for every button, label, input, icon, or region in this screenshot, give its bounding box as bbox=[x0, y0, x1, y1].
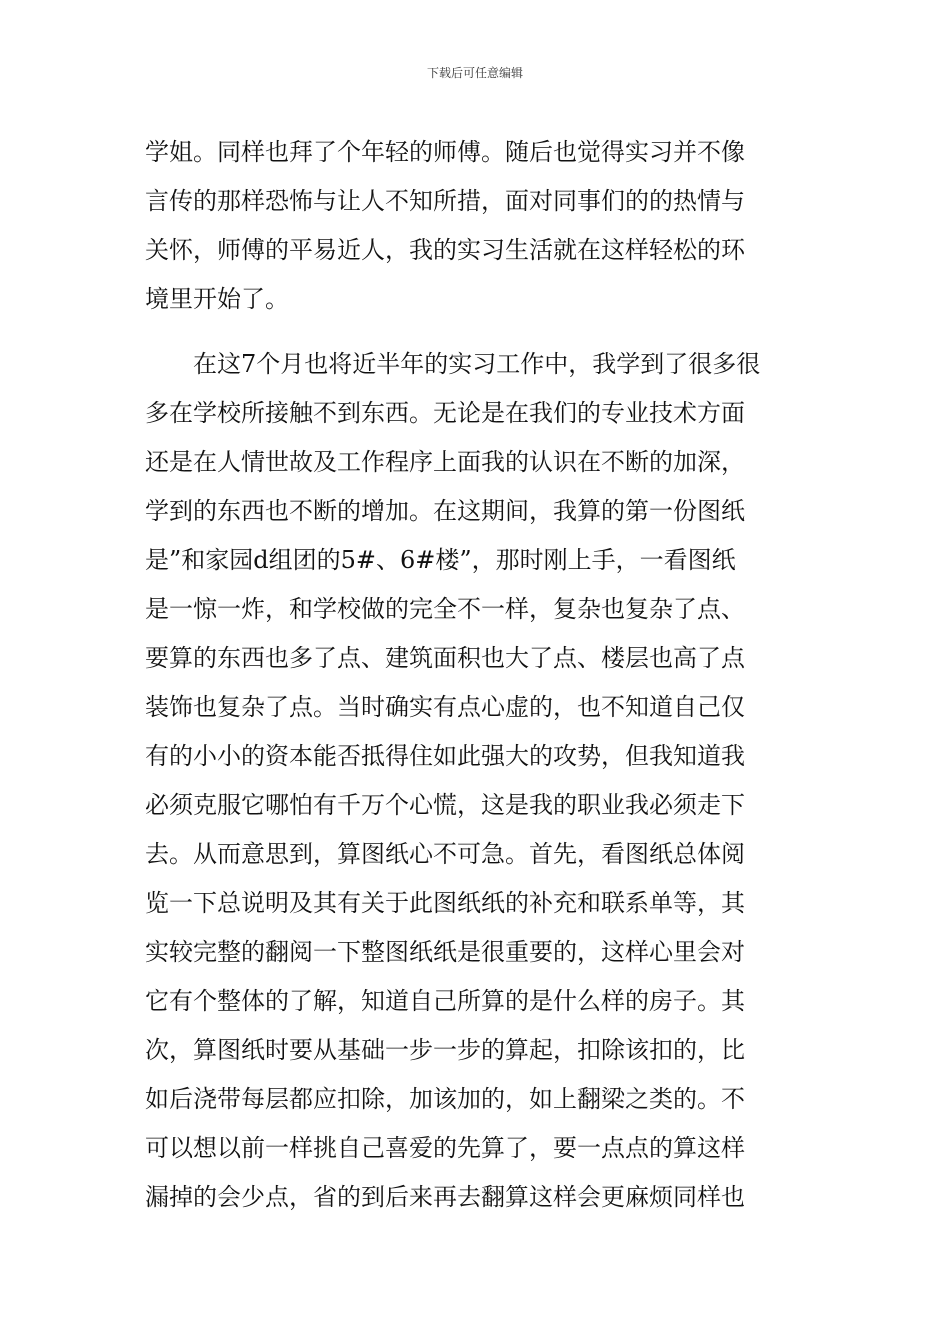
text-line: 言传的那样恐怖与让人不知所措，面对同事们的的热情与 bbox=[145, 187, 745, 215]
text-line: 览一下总说明及其有关于此图纸纸的补充和联系单等，其 bbox=[145, 889, 745, 917]
body-text bbox=[145, 128, 809, 1222]
paragraph-gap bbox=[145, 324, 809, 340]
text-line: 实较完整的翻阅一下整图纸纸是很重要的，这样心里会对 bbox=[145, 938, 745, 966]
text-line: 境里开始了。 bbox=[145, 285, 289, 313]
text-line: 有的小小的资本能否抵得住如此强大的攻势，但我知道我 bbox=[145, 742, 745, 770]
text-line: 要算的东西也多了点、建筑面积也大了点、楼层也高了点 bbox=[145, 644, 745, 672]
text-line: 去。从而意思到，算图纸心不可急。首先，看图纸总体阅 bbox=[145, 840, 745, 868]
text-line: 关怀，师傅的平易近人，我的实习生活就在这样轻松的环 bbox=[145, 236, 745, 264]
text-line: 是”和家园d组团的5#、6#楼”，那时刚上手，一看图纸 bbox=[145, 546, 736, 574]
text-line: 装饰也复杂了点。当时确实有点心虚的，也不知道自己仅 bbox=[145, 693, 745, 721]
text-line: 它有个整体的了解，知道自己所算的是什么样的房子。其 bbox=[145, 987, 745, 1015]
text-line: 在这7个月也将近半年的实习工作中，我学到了很多很 bbox=[145, 350, 761, 378]
paragraph-2 bbox=[145, 340, 809, 1222]
text-line: 学到的东西也不断的增加。在这期间，我算的第一份图纸 bbox=[145, 497, 745, 525]
text-line: 必须克服它哪怕有千万个心慌，这是我的职业我必须走下 bbox=[145, 791, 745, 819]
text-line: 可以想以前一样挑自己喜爱的先算了，要一点点的算这样 bbox=[145, 1134, 745, 1162]
text-line: 次，算图纸时要从基础一步一步的算起，扣除该扣的，比 bbox=[145, 1036, 745, 1064]
text-line: 学姐。同样也拜了个年轻的师傅。随后也觉得实习并不像 bbox=[145, 138, 745, 166]
text-line: 如后浇带每层都应扣除，加该加的，如上翻梁之类的。不 bbox=[145, 1085, 745, 1113]
text-line: 是一惊一炸，和学校做的完全不一样，复杂也复杂了点、 bbox=[145, 595, 745, 623]
page-header: 下载后可任意编辑 bbox=[426, 66, 523, 80]
paragraph-1 bbox=[145, 128, 809, 324]
text-line: 多在学校所接触不到东西。无论是在我们的专业技术方面 bbox=[145, 399, 745, 427]
text-line: 漏掉的会少点，省的到后来再去翻算这样会更麻烦同样也 bbox=[145, 1183, 745, 1211]
text-line: 还是在人情世故及工作程序上面我的认识在不断的加深， bbox=[145, 448, 745, 476]
